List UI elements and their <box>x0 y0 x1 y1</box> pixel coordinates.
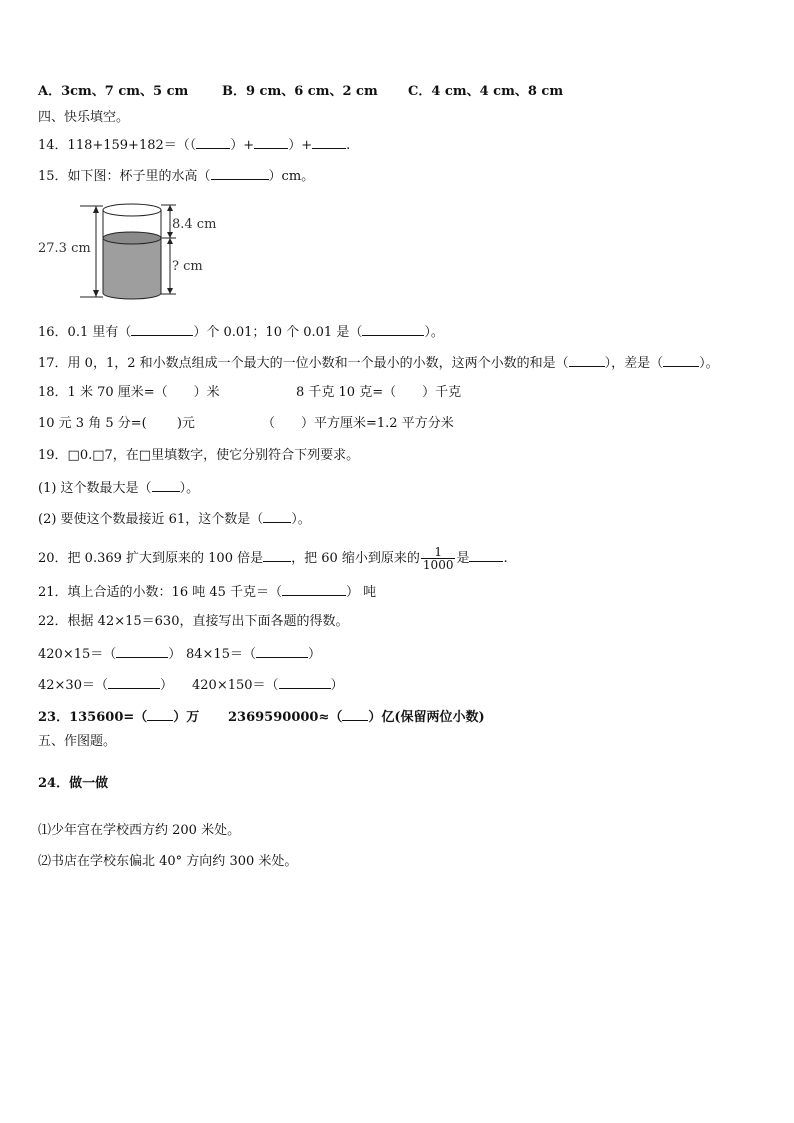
cup-figure <box>36 200 236 304</box>
q22-expr-4 <box>192 676 344 694</box>
question-16 <box>38 323 444 341</box>
q22-expr-2 <box>186 645 321 663</box>
q23-text-c: 2369590000≈（ <box>228 710 343 725</box>
question-17 <box>38 354 719 372</box>
question-20 <box>38 546 508 571</box>
q20-blank-2[interactable] <box>469 549 503 562</box>
water-height-label: ? cm <box>172 259 203 274</box>
q22-blank-1[interactable] <box>116 645 168 658</box>
water-surface <box>103 232 161 244</box>
q15-text-b: ）cm。 <box>268 169 315 184</box>
q19-part-1 <box>38 479 199 497</box>
q22-e1-text: 420×15＝（ <box>38 647 117 662</box>
q22-e3-text: 42×30＝（ <box>38 678 108 693</box>
q23-blank-2[interactable] <box>342 708 368 721</box>
q18-item-c: 10 元 3 角 5 分=( )元 <box>38 416 195 431</box>
q19-p2-blank[interactable] <box>263 510 291 523</box>
q20-blank-1[interactable] <box>263 549 291 562</box>
q14-blank-1[interactable] <box>196 136 230 149</box>
q24-item-2: ⑵书店在学校东偏北 40° 方向约 300 米处。 <box>38 854 298 869</box>
q23-part-b <box>228 708 485 726</box>
q18-item-b: 8 千克 10 克=（ ）千克 <box>296 385 462 400</box>
question-21 <box>38 583 376 601</box>
option-b: B．9 cm、6 cm、2 cm <box>222 84 378 99</box>
q22-close-4: ） <box>330 678 344 693</box>
q16-blank-2[interactable] <box>362 323 424 336</box>
q22-blank-2[interactable] <box>256 645 308 658</box>
q20-text-b: ，把 60 缩小到原来的 <box>291 551 420 566</box>
q14-text-c: ）+ <box>288 138 313 153</box>
question-14 <box>38 136 350 154</box>
q22-blank-3[interactable] <box>108 676 160 689</box>
q24-item-1: ⑴少年宫在学校西方约 200 米处。 <box>38 823 241 838</box>
q23-part-a <box>38 708 199 726</box>
q17-text-b: ），差是（ <box>604 356 664 371</box>
q14-text-d: . <box>346 138 351 153</box>
q21-text-a: 21．填上合适的小数：16 吨 45 千克＝（ <box>38 585 283 600</box>
total-height-label: 27.3 cm <box>38 241 91 256</box>
section-5-heading: 五、作图题。 <box>38 734 117 749</box>
option-c: C．4 cm、4 cm、8 cm <box>408 84 564 99</box>
q22-expr-1 <box>38 645 181 663</box>
q21-text-b: ） 吨 <box>346 585 377 600</box>
top-gap-label: 8.4 cm <box>172 217 217 232</box>
question-24: 24．做一做 <box>38 776 109 791</box>
q18-item-a: 18．1 米 70 厘米=（ ）米 <box>38 385 220 400</box>
q14-text-b: ）+ <box>230 138 255 153</box>
q22-close-3: ） <box>159 678 173 693</box>
q20-text-d: . <box>503 551 508 566</box>
q14-blank-3[interactable] <box>312 136 346 149</box>
q23-blank-1[interactable] <box>147 708 173 721</box>
q22-expr-3 <box>38 676 173 694</box>
q17-blank-2[interactable] <box>663 354 699 367</box>
q22-blank-4[interactable] <box>279 676 331 689</box>
q14-blank-2[interactable] <box>254 136 288 149</box>
q22-e2-text: 84×15＝（ <box>186 647 256 662</box>
q16-text-b: ）个 0.01；10 个 0.01 是（ <box>193 325 363 340</box>
q22-close-1: ） <box>168 647 182 662</box>
q23-text-a: 23．135600=（ <box>38 710 148 725</box>
q22-e4-text: 420×150＝（ <box>192 678 279 693</box>
q16-text-c: ）。 <box>424 325 444 340</box>
q17-text-a: 17．用 0，1，2 和小数点组成一个最大的一位小数和一个最小的小数，这两个小数的和是（ <box>38 356 569 371</box>
q18-item-d: （ ）平方厘米=1.2 平方分米 <box>262 416 454 431</box>
question-19: 19．□0.□7，在□里填数字，使它分别符合下列要求。 <box>38 448 360 463</box>
q20-text-c: 是 <box>456 551 470 566</box>
q16-blank-1[interactable] <box>131 323 193 336</box>
q19-part-2 <box>38 510 311 528</box>
q15-text-a: 15．如下图：杯子里的水高（ <box>38 169 211 184</box>
q16-text-a: 16．0.1 里有（ <box>38 325 132 340</box>
q20-text-a: 20．把 0.369 扩大到原来的 100 倍是 <box>38 551 264 566</box>
fraction-1-1000 <box>421 546 456 571</box>
q17-blank-1[interactable] <box>569 354 605 367</box>
q19-p2-text-b: ）。 <box>291 512 311 527</box>
q15-blank[interactable] <box>211 167 269 180</box>
option-a: A．3cm、7 cm、5 cm <box>38 84 189 99</box>
q19-p1-blank[interactable] <box>152 479 180 492</box>
q22-close-2: ） <box>307 647 321 662</box>
q19-p2-text-a: (2) 要使这个数最接近 61，这个数是（ <box>38 512 264 527</box>
question-15 <box>38 167 314 185</box>
question-22: 22．根据 42×15＝630，直接写出下面各题的得数。 <box>38 614 349 629</box>
fraction-denominator: 1000 <box>422 558 454 572</box>
q17-text-c: ）。 <box>699 356 719 371</box>
q14-text-a: 14．118+159+182＝（（ <box>38 138 197 153</box>
q19-p1-text-a: (1) 这个数最大是（ <box>38 481 152 496</box>
q21-blank[interactable] <box>282 583 346 596</box>
section-4-heading: 四、快乐填空。 <box>38 110 130 125</box>
cup-rim <box>103 204 161 216</box>
q19-p1-text-b: ）。 <box>179 481 200 496</box>
q23-text-d: ）亿(保留两位小数) <box>368 710 485 725</box>
fraction-numerator: 1 <box>434 545 443 559</box>
water-body <box>103 238 161 299</box>
q23-text-b: ）万 <box>173 710 200 725</box>
